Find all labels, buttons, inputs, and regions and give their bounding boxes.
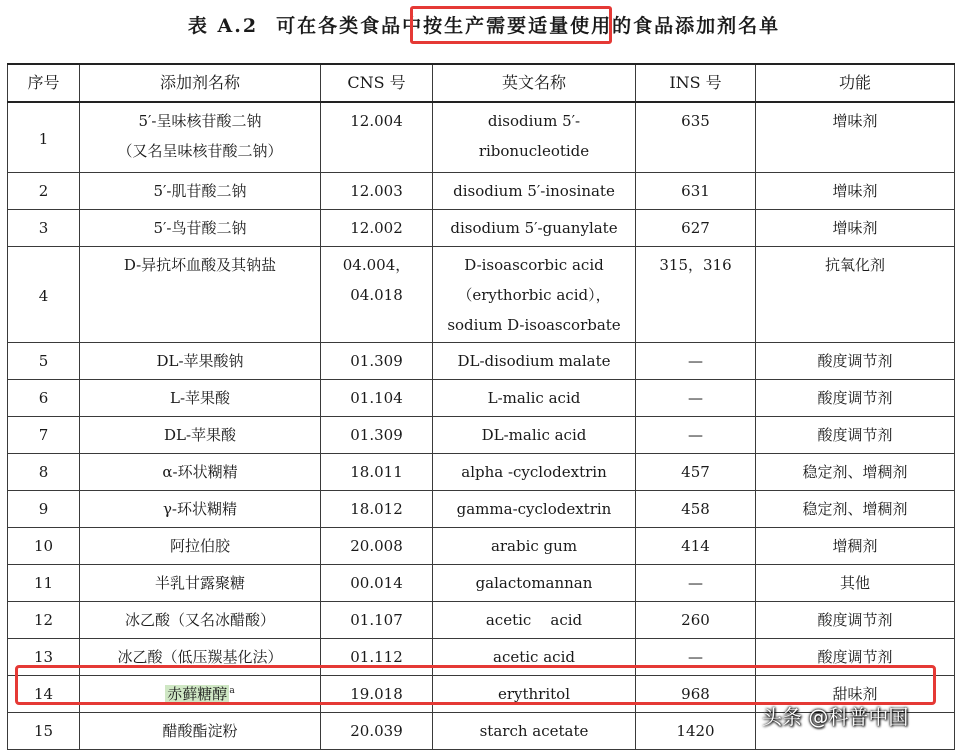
- table-row: [8, 380, 955, 417]
- row-number: 14: [8, 676, 80, 713]
- cns-code: 04.004， 04.018: [321, 247, 433, 343]
- english-name: gamma-cyclodextrin: [433, 491, 636, 528]
- row-number: 13: [8, 639, 80, 676]
- additive-name: D-异抗坏血酸及其钠盐: [80, 247, 321, 343]
- row-number: 10: [8, 528, 80, 565]
- header-english: 英文名称: [433, 64, 636, 102]
- row-highlight-box: [15, 665, 936, 705]
- additive-name: 5′-鸟苷酸二钠: [80, 210, 321, 247]
- function: 甜味剂: [756, 676, 955, 713]
- additive-name: 5′-呈味核苷酸二钠 （又名呈味核苷酸二钠）: [80, 102, 321, 173]
- cns-code: 00.014: [321, 565, 433, 602]
- ins-code: 631: [636, 173, 756, 210]
- highlighted-name: 赤藓糖醇: [167, 685, 228, 703]
- header-ins: INS 号: [636, 64, 756, 102]
- cns-code: 18.012: [321, 491, 433, 528]
- function: 酸度调节剂: [756, 602, 955, 639]
- header-no: 序号: [8, 64, 80, 102]
- english-name: disodium 5′- ribonucleotide: [433, 102, 636, 173]
- function: 抗氧化剂: [756, 247, 955, 343]
- function: 增味剂: [756, 102, 955, 173]
- english-name: disodium 5′-inosinate: [433, 173, 636, 210]
- additive-name: γ-环状糊精: [80, 491, 321, 528]
- additive-name: 半乳甘露聚糖: [80, 565, 321, 602]
- function: 稳定剂、增稠剂: [756, 491, 955, 528]
- function: 增味剂: [756, 173, 955, 210]
- cns-code: 19.018: [321, 676, 433, 713]
- ins-code: 458: [636, 491, 756, 528]
- english-name: D-isoascorbic acid （erythorbic acid）， sodium D-isoascorbate: [433, 247, 636, 343]
- english-name: acetic acid: [433, 602, 636, 639]
- english-name: galactomannan: [433, 565, 636, 602]
- english-name: erythritol: [433, 676, 636, 713]
- cns-code: 01.112: [321, 639, 433, 676]
- function: 增稠剂: [756, 528, 955, 565]
- ins-code: 457: [636, 454, 756, 491]
- table-row: [8, 528, 955, 565]
- function: 酸度调节剂: [756, 380, 955, 417]
- function: 酸度调节剂: [756, 417, 955, 454]
- cns-code: 20.008: [321, 528, 433, 565]
- ins-code: 635: [636, 102, 756, 173]
- header-function: 功能: [756, 64, 955, 102]
- row-number: 2: [8, 173, 80, 210]
- ins-code: —: [636, 639, 756, 676]
- ins-code: —: [636, 343, 756, 380]
- function: 酸度调节剂: [756, 343, 955, 380]
- function: 稳定剂、增稠剂: [756, 454, 955, 491]
- function: 增味剂: [756, 210, 955, 247]
- title-highlight-box: [410, 6, 612, 44]
- table-caption: 可在各类食品中按生产需要适量使用的食品添加剂名单: [276, 15, 781, 37]
- english-name: DL-disodium malate: [433, 343, 636, 380]
- header-row: [8, 64, 955, 102]
- table-row: [8, 343, 955, 380]
- ins-code: —: [636, 565, 756, 602]
- additive-name: 阿拉伯胶: [80, 528, 321, 565]
- english-name: alpha -cyclodextrin: [433, 454, 636, 491]
- row-number: 6: [8, 380, 80, 417]
- row-number: 12: [8, 602, 80, 639]
- cns-code: 01.309: [321, 417, 433, 454]
- table-row: [8, 210, 955, 247]
- ins-code: 627: [636, 210, 756, 247]
- additive-name: 冰乙酸（又名冰醋酸）: [80, 602, 321, 639]
- row-number: 1: [8, 102, 80, 173]
- row-number: 5: [8, 343, 80, 380]
- ins-code: 260: [636, 602, 756, 639]
- cns-code: 18.011: [321, 454, 433, 491]
- english-name: DL-malic acid: [433, 417, 636, 454]
- table-row: [8, 565, 955, 602]
- footnote-mark: a: [229, 686, 235, 696]
- english-name: acetic acid: [433, 639, 636, 676]
- ins-code: 1420: [636, 713, 756, 750]
- ins-code: 414: [636, 528, 756, 565]
- additive-name: 5′-肌苷酸二钠: [80, 173, 321, 210]
- table-row: [8, 247, 955, 343]
- additive-name: L-苹果酸: [80, 380, 321, 417]
- additive-name: DL-苹果酸: [80, 417, 321, 454]
- cns-code: 12.002: [321, 210, 433, 247]
- english-name: arabic gum: [433, 528, 636, 565]
- english-name: starch acetate: [433, 713, 636, 750]
- header-cns: CNS 号: [321, 64, 433, 102]
- function: 酸度调节剂: [756, 639, 955, 676]
- table-row: [8, 602, 955, 639]
- cns-code: 12.004: [321, 102, 433, 173]
- english-name: L-malic acid: [433, 380, 636, 417]
- ins-code: 315，316: [636, 247, 756, 343]
- additive-name: α-环状糊精: [80, 454, 321, 491]
- additive-name: DL-苹果酸钠: [80, 343, 321, 380]
- ins-code: —: [636, 417, 756, 454]
- row-number: 15: [8, 713, 80, 750]
- ins-code: 968: [636, 676, 756, 713]
- english-name: disodium 5′-guanylate: [433, 210, 636, 247]
- row-number: 4: [8, 247, 80, 343]
- row-number: 8: [8, 454, 80, 491]
- table-number: 表 A.2: [187, 15, 259, 37]
- row-number: 3: [8, 210, 80, 247]
- watermark: 头条 @科普中国: [762, 705, 909, 729]
- cns-code: 12.003: [321, 173, 433, 210]
- cns-code: 01.104: [321, 380, 433, 417]
- ins-code: —: [636, 380, 756, 417]
- additives-table: [7, 63, 955, 750]
- table-row: [8, 454, 955, 491]
- header-name: 添加剂名称: [80, 64, 321, 102]
- table-row: [8, 491, 955, 528]
- cns-code: 01.309: [321, 343, 433, 380]
- cns-code: 01.107: [321, 602, 433, 639]
- row-number: 7: [8, 417, 80, 454]
- table-row: [8, 173, 955, 210]
- additive-name: 醋酸酯淀粉: [80, 713, 321, 750]
- table-row: [8, 102, 955, 173]
- function: 其他: [756, 565, 955, 602]
- additive-name: 冰乙酸（低压羰基化法）: [80, 639, 321, 676]
- row-number: 9: [8, 491, 80, 528]
- table-row: [8, 417, 955, 454]
- cns-code: 20.039: [321, 713, 433, 750]
- row-number: 11: [8, 565, 80, 602]
